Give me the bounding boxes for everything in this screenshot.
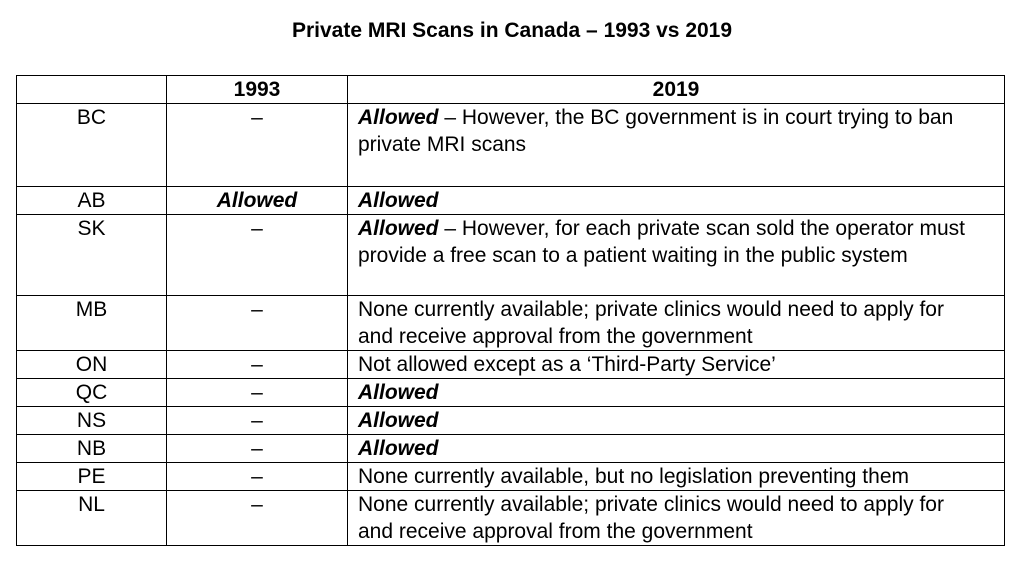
province-cell: MB xyxy=(17,296,167,351)
status-1993-cell: – xyxy=(167,491,348,546)
table-row xyxy=(17,379,1005,407)
status-2019-cell xyxy=(348,215,1005,296)
page-title: Private MRI Scans in Canada – 1993 vs 2019 xyxy=(291,19,733,42)
table-row xyxy=(17,215,1005,296)
header-1993: 1993 xyxy=(167,76,348,104)
allowed-label: Allowed xyxy=(358,189,439,212)
table-row xyxy=(17,463,1005,491)
status-1993-cell: – xyxy=(167,296,348,351)
province-cell: QC xyxy=(17,379,167,407)
status-2019-cell xyxy=(348,463,1005,491)
allowed-label: Allowed xyxy=(358,409,439,432)
status-1993-cell: – xyxy=(167,435,348,463)
status-2019-cell xyxy=(348,407,1005,435)
status-1993-cell: – xyxy=(167,407,348,435)
status-1993-cell: – xyxy=(167,215,348,296)
status-2019-cell xyxy=(348,491,1005,546)
status-2019-text: Not allowed except as a ‘Third-Party Service’ xyxy=(358,353,776,376)
table-row xyxy=(17,407,1005,435)
allowed-label: Allowed xyxy=(358,381,439,404)
status-1993-cell: – xyxy=(167,104,348,187)
province-cell: PE xyxy=(17,463,167,491)
table-row xyxy=(17,296,1005,351)
allowed-label: Allowed xyxy=(358,437,439,460)
status-2019-cell xyxy=(348,435,1005,463)
header-province xyxy=(17,76,167,104)
status-2019-cell xyxy=(348,379,1005,407)
header-2019: 2019 xyxy=(348,76,1005,104)
status-2019-text: – However, the BC government is in court trying to ban private MRI scans xyxy=(358,106,954,156)
table-row xyxy=(17,104,1005,187)
province-cell: NS xyxy=(17,407,167,435)
province-cell: SK xyxy=(17,215,167,296)
province-cell: NL xyxy=(17,491,167,546)
table-row xyxy=(17,351,1005,379)
table-row xyxy=(17,187,1005,215)
mri-comparison-table xyxy=(16,75,1005,546)
allowed-label: Allowed xyxy=(358,217,439,240)
province-cell: ON xyxy=(17,351,167,379)
status-2019-text: None currently available, but no legislation preventing them xyxy=(358,465,909,488)
table-row xyxy=(17,435,1005,463)
status-2019-cell xyxy=(348,296,1005,351)
status-2019-cell xyxy=(348,351,1005,379)
province-cell: AB xyxy=(17,187,167,215)
status-1993-cell: – xyxy=(167,463,348,491)
allowed-label: Allowed xyxy=(358,106,439,129)
province-cell: BC xyxy=(17,104,167,187)
status-2019-cell xyxy=(348,187,1005,215)
status-2019-cell xyxy=(348,104,1005,187)
status-1993-cell: Allowed xyxy=(167,187,348,215)
table-row xyxy=(17,491,1005,546)
status-2019-text: None currently available; private clinics would need to apply for and receive approval from the government xyxy=(358,493,944,543)
table-header-row xyxy=(17,76,1005,104)
status-1993-cell: – xyxy=(167,351,348,379)
status-2019-text: None currently available; private clinics would need to apply for and receive approval from the government xyxy=(358,298,944,348)
status-2019-text: – However, for each private scan sold the operator must provide a free scan to a patient waiting in the public system xyxy=(358,217,965,267)
status-1993-cell: – xyxy=(167,379,348,407)
province-cell: NB xyxy=(17,435,167,463)
